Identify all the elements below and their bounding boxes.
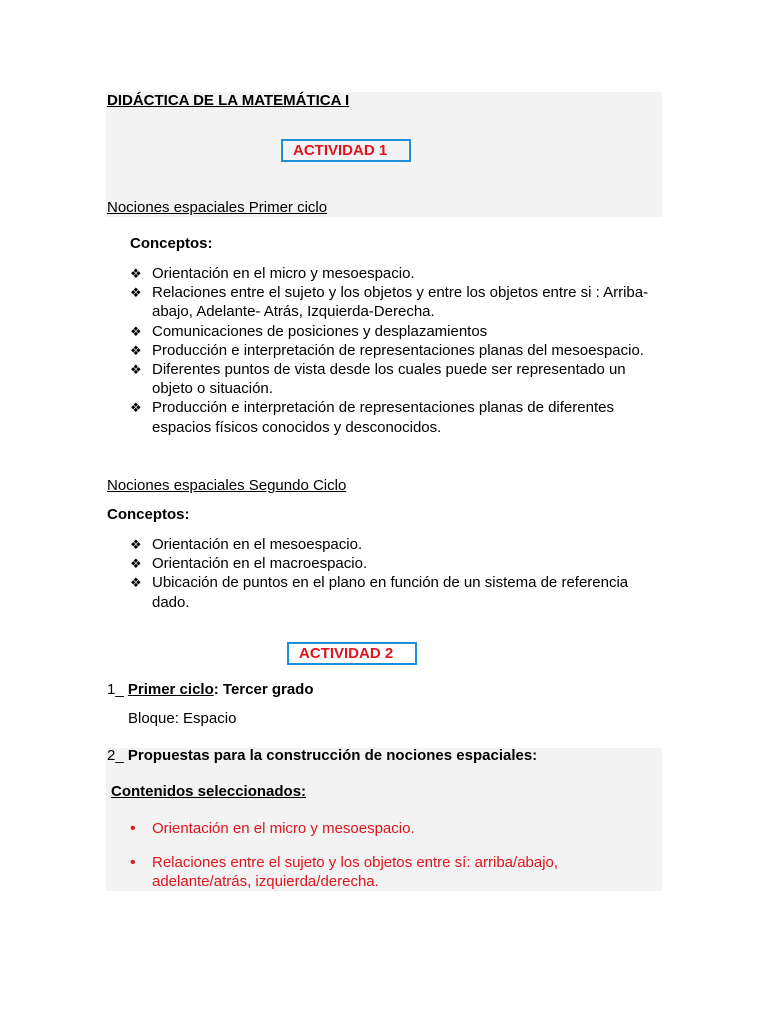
item-1-grado: : Tercer grado (213, 681, 314, 698)
list-item: • Orientación en el micro y mesoespacio. (130, 820, 415, 837)
section-1-heading: Nociones espaciales Primer ciclo (107, 199, 328, 216)
list-item: ❖ Orientación en el micro y mesoespacio. (130, 265, 415, 282)
diamond-bullet-icon: ❖ (130, 537, 142, 552)
diamond-bullet-icon: ❖ (130, 362, 142, 378)
item-1-number: 1_ (107, 681, 128, 698)
bullet-dot-icon: • (130, 854, 136, 872)
actividad-1-label: ACTIVIDAD 1 (281, 139, 411, 162)
item-1-line (107, 681, 314, 698)
item-1-bloque: Bloque: Espacio (128, 710, 237, 727)
list-item: ❖ Orientación en el macroespacio. (130, 555, 368, 573)
diamond-bullet-icon: ❖ (130, 323, 142, 339)
list-item: ❖ Diferentes puntos de vista desde los cuales puede ser representado un objeto o situación. (130, 361, 626, 398)
list-item: • Relaciones entre el sujeto y los objetos entre sí: arriba/abajo, adelante/atrás, izquierda/derecha. (130, 854, 559, 891)
bullet-dot-icon: • (130, 820, 136, 837)
item-1-primer-ciclo: Primer ciclo (127, 681, 214, 698)
diamond-bullet-icon: ❖ (130, 285, 142, 301)
diamond-bullet-icon: ❖ (130, 266, 142, 281)
diamond-bullet-icon: ❖ (130, 400, 142, 416)
section-2-heading: Nociones espaciales Segundo Ciclo (107, 477, 347, 494)
list-item: ❖ Comunicaciones de posiciones y desplazamientos (130, 322, 488, 340)
list-item: ❖ Producción e interpretación de representaciones planas del mesoespacio. (130, 341, 644, 359)
diamond-bullet-icon: ❖ (130, 575, 142, 591)
list-item: ❖ Producción e interpretación de representaciones planas de diferentes espacios físicos conocidos y desconocidos. (130, 399, 614, 436)
section-1-conceptos-label: Conceptos: (130, 235, 213, 252)
diamond-bullet-icon: ❖ (130, 342, 142, 358)
contenidos-label: Contenidos seleccionados: (111, 783, 307, 800)
contenidos-list (130, 819, 630, 892)
list-item: ❖ Orientación en el mesoespacio. (130, 536, 363, 553)
actividad-2-label: ACTIVIDAD 2 (287, 642, 417, 665)
item-2-text: Propuestas para la construcción de nociones espaciales: (127, 747, 538, 764)
list-item: ❖ Ubicación de puntos en el plano en función de un sistema de referencia dado. (130, 574, 629, 611)
document-title: DIDÁCTICA DE LA MATEMÁTICA I (107, 92, 350, 109)
section-2-conceptos-label: Conceptos: (107, 506, 190, 523)
section-2-concept-list (130, 535, 640, 612)
list-item: ❖ Relaciones entre el sujeto y los objetos y entre los objetos entre si : Arriba-abajo, Adelante- Atrás, Izquierda-Derecha. (130, 284, 649, 321)
section-1-concept-list (130, 264, 658, 437)
diamond-bullet-icon: ❖ (130, 556, 142, 572)
item-2-number: 2_ (107, 747, 128, 764)
item-2-line (107, 747, 537, 764)
